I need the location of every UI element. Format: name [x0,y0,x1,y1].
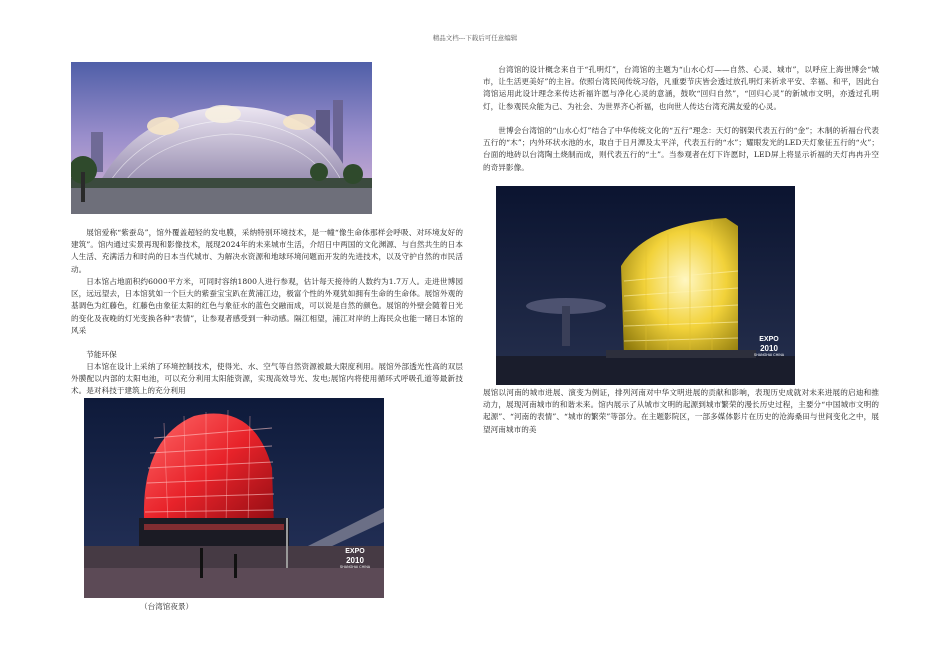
expo-2010-logo-2 [746,336,792,358]
logo-2-line-2: 2010 [760,344,778,353]
expo-2010-logo [332,548,378,570]
right-paragraph-2: 世博会台湾馆的“山水心灯”结合了中华传统文化的“五行”理念：天灯的钢架代表五行的“金”；木制的祈福台代表五行的“木”；内外环状水池的水，取自于日月潭及太平洋，代表五行的“水”；耀眼发光的LED天灯象征五行的“火”；台面的地砖以台湾陶土烧制而成，则代表五行的“土”。当参观者在灯下许愿时，LED屏上将显示祈福的天灯冉冉升空的奇异影像。 [483,126,879,172]
logo-line-2: 2010 [346,556,364,565]
logo-line-1: EXPO [345,548,365,555]
page-header: 精品文档---下载后可任意编辑 [432,34,518,42]
left-paragraph-1: 展馆爱称“紫蚕岛”，馆外覆盖超轻的发电膜，采纳特别环境技术，是一幢“像生命体那样会呼吸、对环境友好的建筑”。馆内通过实景再现和影像技术，展现2024年的未来城市生活，介绍日中两国的文化渊源、与自然共生的日本人生活、充满活力和时尚的日本当代城市、为解决水资源和地球环境问题而开发的先进技术，以及守护自然的市民活动。 [71,228,463,274]
japan-pavilion-photo [71,62,372,214]
right-paragraph-1: 台湾馆的设计概念来自于“孔明灯”，台湾馆的主题为“山水心灯——自然、心灵、城市”，以呼应上海世博会“城市，让生活更美好”的主旨。依照台湾民间传统习俗，凡重要节庆皆会透过放孔明灯来祈求平安、幸福、和平，因此台湾馆运用此设计理念来传达祈福许愿与净化心灵的意涵，鼓吹“回归自然”，“回归心灵”的新城市文明，亦透过孔明灯，让参观民众能为己、为社会、为世界齐心祈福，也向世人传达台湾充满友爱的心灵。 [483,65,879,111]
taiwan-pavilion-lantern-photo [496,186,795,385]
section-heading: 节能环保 [86,350,117,359]
logo-2-line-1: EXPO [759,336,779,343]
photo-caption: （台湾馆夜景） [140,602,194,611]
logo-2-line-3: SHANGHAI CHINA [753,353,785,357]
left-paragraph-3: 日本馆在设计上采纳了环境控制技术，使得光、水、空气等自然资源被最大限度利用。展馆外部透光性高的双层外膜配以内部的太阳电池，可以充分利用太阳能资源，实现高效导光、发电;展馆内将使用循环式呼吸孔道等最新技术。是对科技于建筑上的充分利用 [71,362,463,396]
left-paragraph-2: 日本馆占地面积约6000平方米，可同时容纳1800人进行参观，估计每天接待的人数约为1.7万人。走进世博园区，远远望去，日本馆犹如一个巨大的紫蚕宝宝趴在黄浦江边，极富个性的外观犹如拥有生命的生命体。展馆外观的基调色为红藤色，红藤色由象征太阳的红色与象征水的蓝色交融而成，可以说是自然的颜色。展馆的外壁会随着日光的变化及夜晚的灯光变换各种“表情”，让参观者感受到一种动感。隔江相望，浦江对岸的上海民众也能一睹日本馆的风采 [71,277,463,335]
right-paragraph-3: 展馆以河南的城市进展、演变为例证，排列河南对中华文明进展的贡献和影响，表现历史成就对未来进展的启迪和推动力，展现河南城市的和谐未来。馆内展示了从城市文明的起源到城市繁荣的漫长历史过程，主要分“中国城市文明的起源”、“河南的表情”、“城市的繁荣”等部分。在主题影院区，一部多媒体影片在历史的沧海桑田与世间变化之中，展望河南城市的美 [483,388,879,434]
red-pavilion-night-photo [84,398,384,598]
logo-line-3: SHANGHAI CHINA [339,565,371,569]
